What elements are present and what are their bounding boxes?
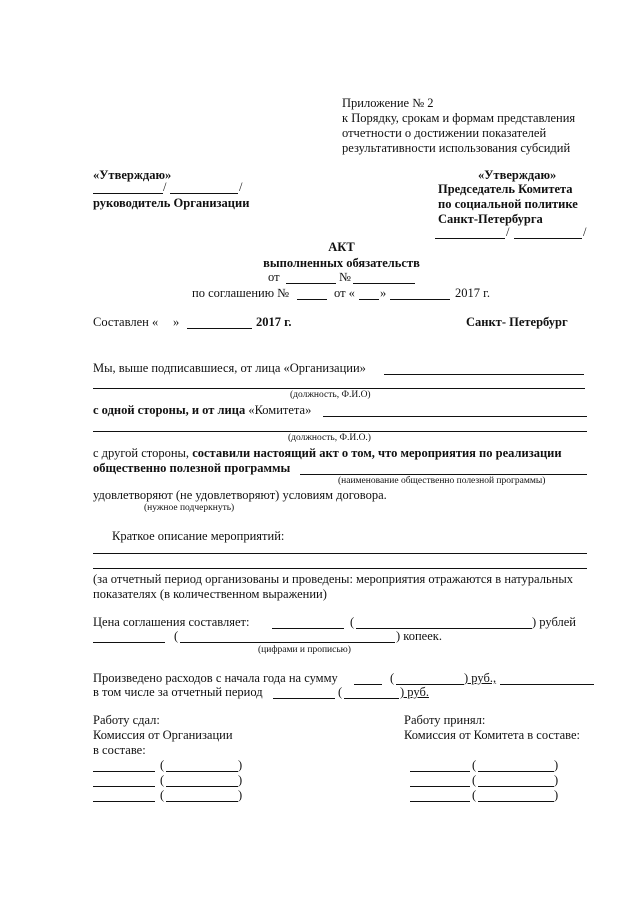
approve-left-title: «Утверждаю» bbox=[93, 168, 172, 182]
paren-close: ) bbox=[554, 773, 559, 787]
composed-city: Санкт- Петербург bbox=[466, 315, 568, 329]
committee-rep-line-2[interactable] bbox=[93, 431, 587, 432]
signature-line[interactable] bbox=[410, 801, 470, 802]
one-side-line bbox=[93, 403, 311, 418]
name-line[interactable] bbox=[166, 771, 238, 772]
name-line[interactable] bbox=[478, 801, 554, 802]
paren-open: ( bbox=[160, 773, 165, 787]
paren-close: ) bbox=[238, 788, 243, 802]
name-line[interactable] bbox=[514, 238, 582, 239]
paren-close: ) bbox=[554, 758, 559, 772]
slash-separator: / bbox=[583, 225, 587, 239]
brief-line[interactable] bbox=[93, 553, 587, 554]
composed-label: Составлен « bbox=[93, 315, 159, 329]
signature-line[interactable] bbox=[435, 238, 505, 239]
composed-year: 2017 г. bbox=[256, 315, 292, 329]
signature-line[interactable] bbox=[410, 786, 470, 787]
hint-position: (должность, Ф.И.О.) bbox=[288, 433, 371, 443]
act-number-line[interactable] bbox=[353, 283, 415, 284]
org-rep-line-2[interactable] bbox=[93, 388, 585, 389]
brief-line[interactable] bbox=[93, 568, 587, 569]
hint-program: (наименование общественно полезной программы) bbox=[338, 476, 546, 486]
period-words-line[interactable] bbox=[344, 698, 399, 699]
expenses-label: Произведено расходов с начала года на сумму bbox=[93, 671, 338, 685]
right-commission: Комиссия от Комитета в составе: bbox=[404, 728, 580, 742]
agreement-from-label: от « bbox=[334, 286, 355, 300]
paren-close: ) bbox=[554, 788, 559, 802]
agreement-number-line[interactable] bbox=[297, 299, 327, 300]
committee-text: «Комитета» bbox=[248, 403, 312, 417]
rub-label: ) руб., bbox=[464, 671, 497, 685]
period-note: показателях (в количественном выражении) bbox=[93, 587, 327, 601]
period-note: (за отчетный период организованы и проведены: мероприятия отражаются в натуральных bbox=[93, 572, 573, 586]
period-digits-line[interactable] bbox=[273, 698, 335, 699]
agreement-quote-close: » bbox=[380, 286, 387, 300]
open-paren: ( bbox=[338, 685, 343, 699]
other-side-line bbox=[93, 446, 562, 461]
composed-month-line[interactable] bbox=[187, 328, 252, 329]
expenses-tail-line[interactable] bbox=[500, 684, 594, 685]
agreement-year: 2017 г. bbox=[455, 286, 490, 300]
left-commission-2: в составе: bbox=[93, 743, 146, 757]
paren-close: ) bbox=[238, 773, 243, 787]
signature-line[interactable] bbox=[93, 786, 155, 787]
other-side-prefix: с другой стороны, bbox=[93, 446, 190, 460]
right-sign-title: Работу принял: bbox=[404, 713, 486, 727]
open-paren: ( bbox=[174, 629, 179, 643]
signature-line[interactable] bbox=[93, 801, 155, 802]
org-rep-line[interactable] bbox=[384, 374, 584, 375]
rubles-label: ) рублей bbox=[532, 615, 576, 629]
name-line[interactable] bbox=[166, 786, 238, 787]
paren-close: ) bbox=[238, 758, 243, 772]
open-paren: ( bbox=[390, 671, 395, 685]
act-number-label: № bbox=[339, 270, 351, 284]
one-side-text: с одной стороны, и от лица bbox=[93, 403, 246, 417]
open-paren: ( bbox=[350, 615, 355, 629]
name-line[interactable] bbox=[478, 771, 554, 772]
paren-open: ( bbox=[160, 758, 165, 772]
hint-digits: (цифрами и прописью) bbox=[258, 645, 351, 655]
left-sign-title: Работу сдал: bbox=[93, 713, 160, 727]
name-line[interactable] bbox=[478, 786, 554, 787]
approve-left-role: руководитель Организации bbox=[93, 196, 250, 210]
approve-right-role: Председатель Комитета bbox=[438, 182, 573, 196]
paren-open: ( bbox=[472, 788, 477, 802]
price-digits-line[interactable] bbox=[272, 628, 344, 629]
satisfy-text: удовлетворяют (не удовлетворяют) условиям договора. bbox=[93, 488, 387, 502]
price-label: Цена соглашения составляет: bbox=[93, 615, 250, 629]
signature-line[interactable] bbox=[410, 771, 470, 772]
program-label: общественно полезной программы bbox=[93, 461, 291, 475]
agreement-label: по соглашению № bbox=[192, 286, 290, 300]
signature-line[interactable] bbox=[93, 771, 155, 772]
kopecks-digits-line[interactable] bbox=[93, 642, 165, 643]
appendix-line: отчетности о достижении показателей bbox=[342, 126, 547, 140]
program-name-line[interactable] bbox=[300, 474, 587, 475]
kopecks-words-line[interactable] bbox=[180, 642, 395, 643]
appendix-line: к Порядку, срокам и формам представления bbox=[342, 111, 576, 125]
composed-quote-close: » bbox=[173, 315, 180, 329]
rub-label: ) руб. bbox=[400, 685, 429, 699]
approve-right-role: по социальной политике bbox=[438, 197, 578, 211]
expenses-digits-line[interactable] bbox=[354, 684, 382, 685]
left-commission: Комиссия от Организации bbox=[93, 728, 233, 742]
act-date-line[interactable] bbox=[286, 283, 336, 284]
paren-open: ( bbox=[160, 788, 165, 802]
hint-position: (должность, Ф.И.О) bbox=[290, 390, 371, 400]
approve-right-role: Санкт-Петербурга bbox=[438, 212, 543, 226]
act-title: АКТ bbox=[328, 240, 355, 254]
appendix-line: результативности использования субсидий bbox=[342, 141, 571, 155]
other-side-bold: составили настоящий акт о том, что мероприятия по реализации bbox=[192, 446, 562, 460]
slash-separator: / bbox=[163, 180, 167, 194]
approve-right-title: «Утверждаю» bbox=[478, 168, 557, 182]
committee-rep-line[interactable] bbox=[323, 416, 587, 417]
agreement-day-line[interactable] bbox=[359, 299, 379, 300]
kopecks-label: ) копеек. bbox=[396, 629, 442, 643]
act-from-label: от bbox=[268, 270, 280, 284]
brief-label: Краткое описание мероприятий: bbox=[112, 529, 285, 543]
act-subtitle: выполненных обязательств bbox=[263, 256, 420, 270]
paren-open: ( bbox=[472, 758, 477, 772]
price-words-line[interactable] bbox=[356, 628, 532, 629]
period-label: в том числе за отчетный период bbox=[93, 685, 263, 699]
paren-open: ( bbox=[472, 773, 477, 787]
hint-underline: (нужное подчеркнуть) bbox=[144, 503, 235, 513]
we-line: Мы, выше подписавшиеся, от лица «Организации» bbox=[93, 361, 366, 375]
agreement-month-line[interactable] bbox=[390, 299, 450, 300]
name-line[interactable] bbox=[166, 801, 238, 802]
appendix-title: Приложение № 2 bbox=[342, 96, 434, 110]
name-line[interactable] bbox=[170, 193, 238, 194]
signature-line[interactable] bbox=[93, 193, 163, 194]
slash-separator: / bbox=[239, 180, 243, 194]
slash-separator: / bbox=[506, 225, 510, 239]
